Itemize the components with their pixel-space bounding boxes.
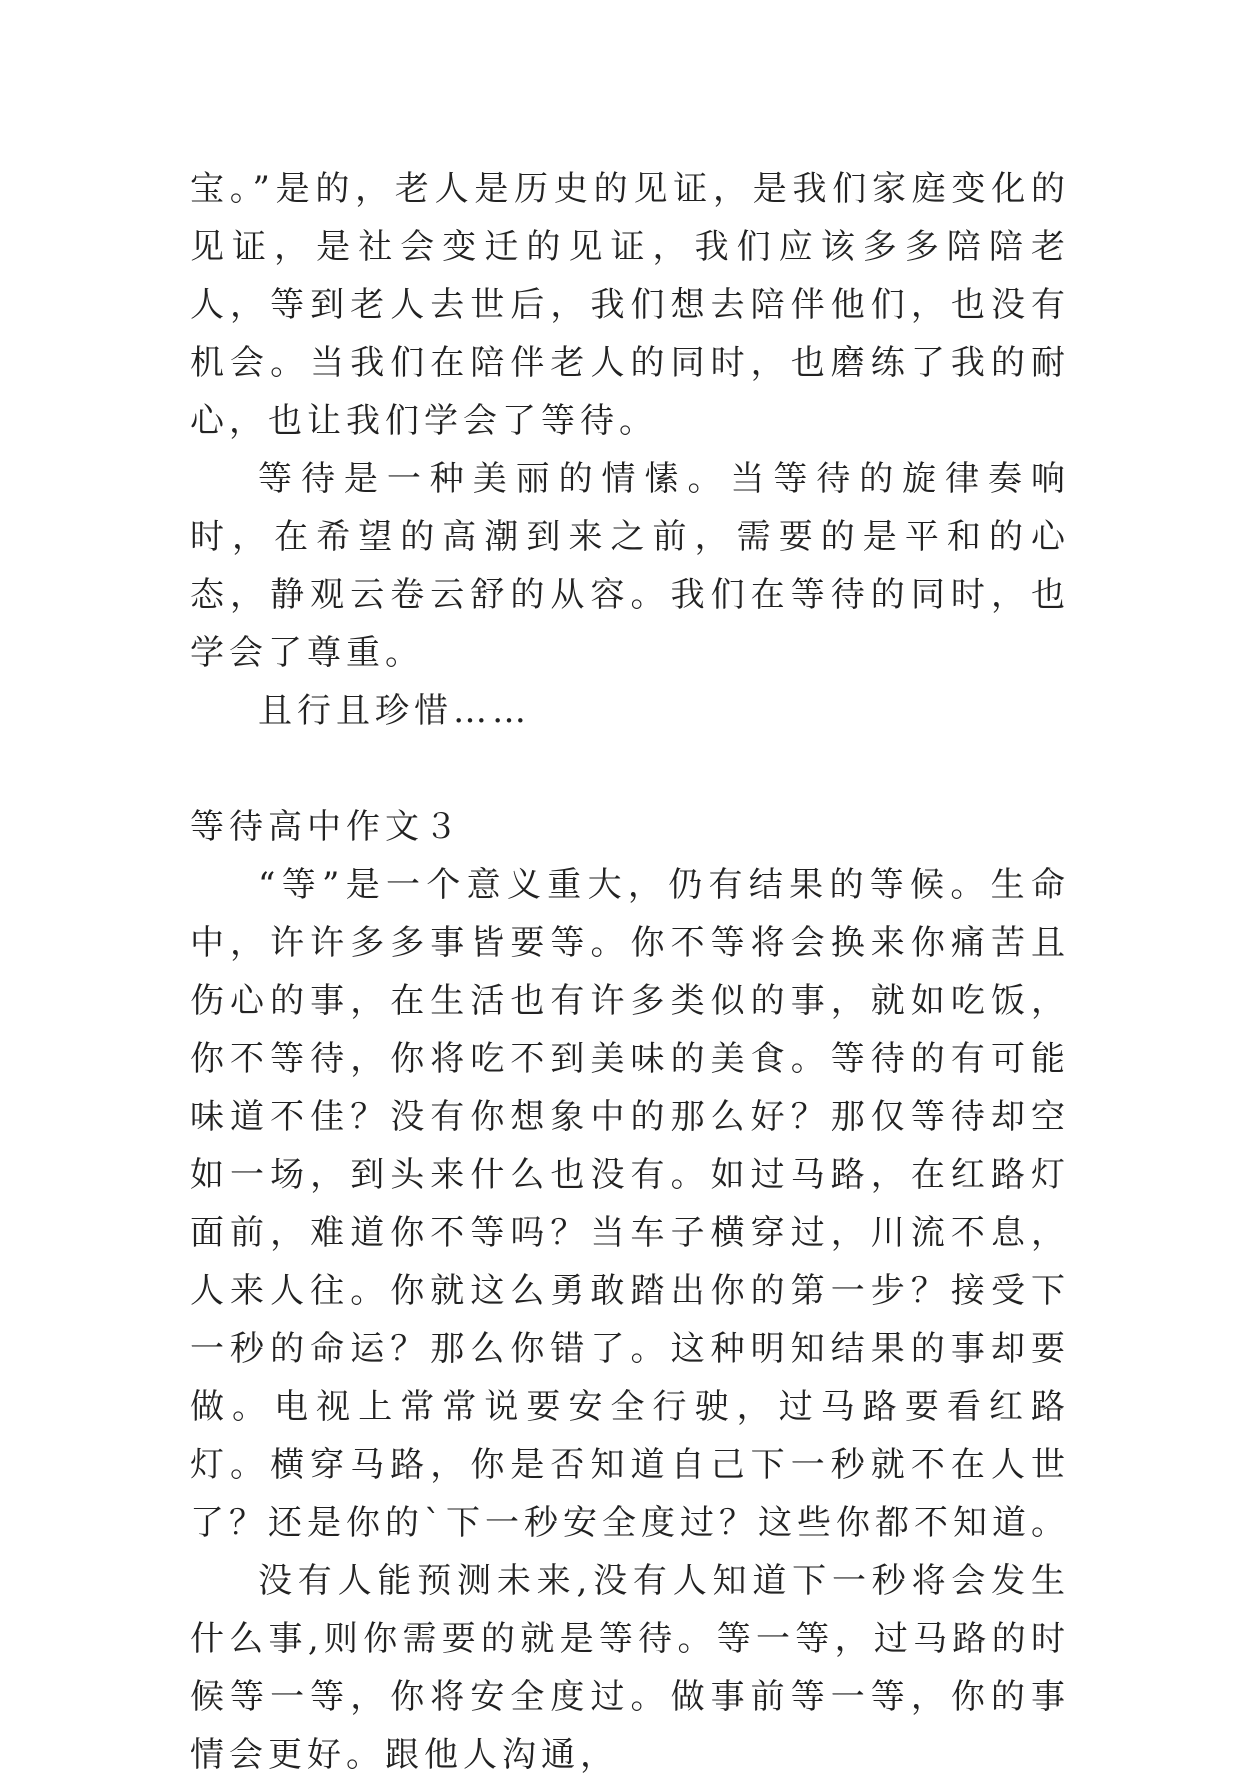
- paragraph: 没有人能预测未来,没有人知道下一秒将会发生什么事,则你需要的就是等待。等一等，过马路的时候等一等，你将安全度过。做事前等一等，你的事情会更好。跟他人沟通，: [190, 1561, 1070, 1775]
- section-spacer: [190, 740, 1070, 798]
- paragraph: “等”是一个意义重大，仍有结果的等候。生命中，许许多多事皆要等。你不等将会换来你痛苦且伤心的事，在生活也有许多类似的事，就如吃饭，你不等待，你将吃不到美味的美食。等待的有可能味道不佳？没有你想象中的那么好？那仅等待却空如一场，到头来什么也没有。如过马路，在红路灯面前，难道你不等吗？当车子横穿过，川流不息，人来人往。你就这么勇敢踏出你的第一步？接受下一秒的命运？那么你错了。这种明知结果的事却要做。电视上常常说要安全行驶，过马路要看红路灯。横穿马路，你是否知道自己下一秒就不在人世了？还是你的`下一秒安全度过？这些你都不知道。: [190, 865, 1070, 1543]
- section-title: 等待高中作文３: [190, 807, 463, 847]
- paragraph: 等待是一种美丽的情愫。当等待的旋律奏响时，在希望的高潮到来之前，需要的是平和的心态，静观云卷云舒的从容。我们在等待的同时，也学会了尊重。: [190, 459, 1070, 673]
- document-body: [190, 160, 1070, 1784]
- paragraph: 宝。”是的，老人是历史的见证，是我们家庭变化的见证，是社会变迁的见证，我们应该多多陪陪老人，等到老人去世后，我们想去陪伴他们，也没有机会。当我们在陪伴老人的同时，也磨练了我的耐心，也让我们学会了等待。: [190, 169, 1070, 441]
- paragraph: 且行且珍惜……: [258, 691, 531, 731]
